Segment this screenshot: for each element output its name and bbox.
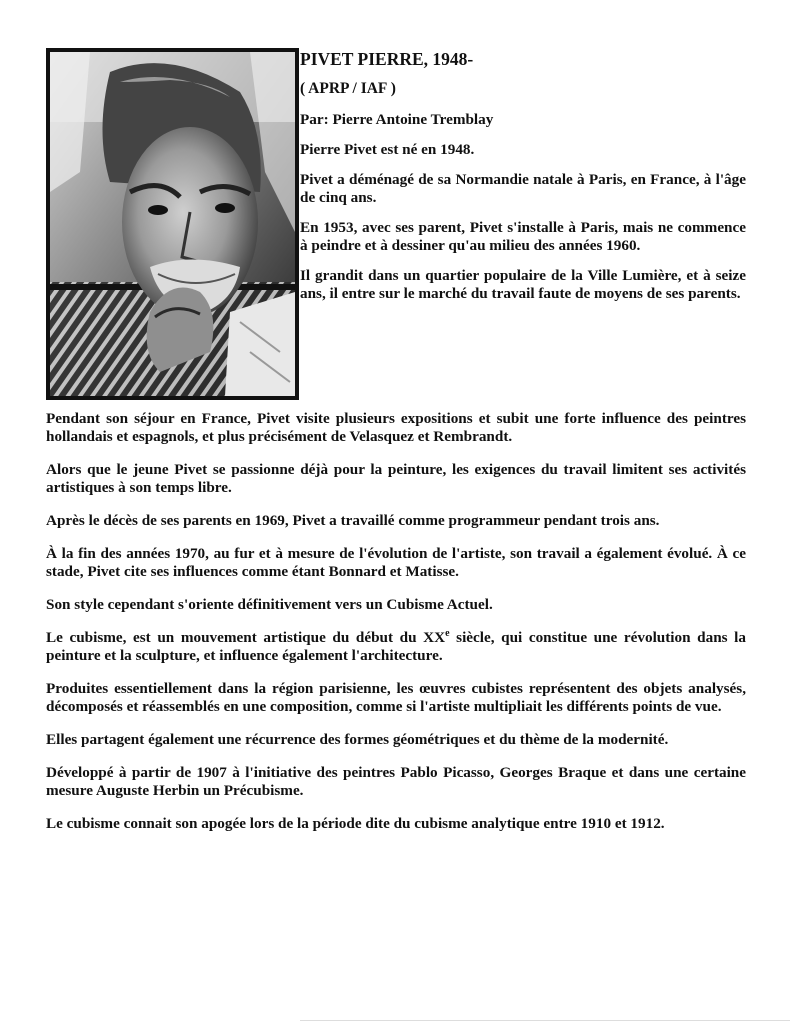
body-paragraph: Son style cependant s'oriente définitivement vers un Cubisme Actuel. bbox=[46, 596, 493, 613]
artist-portrait-photo bbox=[46, 48, 299, 400]
body-paragraph: Le cubisme connait son apogée lors de la période dite du cubisme analytique entre 1910 et 1912. bbox=[46, 815, 665, 832]
intro-paragraph: En 1953, avec ses parent, Pivet s'installe à Paris, mais ne commence à peindre et à dessiner qu'au milieu des années 1960. bbox=[300, 219, 746, 254]
cubism-text-after: siècle, qui constitue une révolution dans la peinture et la sculpture, et influence également l'architecture. bbox=[46, 629, 746, 664]
body-paragraph: Alors que le jeune Pivet se passionne déjà pour la peinture, les exigences du travail limitent ses activités artistiques à son temps libre. bbox=[46, 461, 746, 496]
artist-name-heading: PIVET PIERRE, 1948- bbox=[300, 49, 474, 69]
header-section bbox=[46, 48, 746, 398]
body-paragraph: Pendant son séjour en France, Pivet visite plusieurs expositions et subit une forte influence des peintres hollandais et espagnols, et plus précisément de Velasquez et Rembrandt. bbox=[46, 410, 746, 445]
biography-body bbox=[46, 410, 746, 848]
author-line: Par: Pierre Antoine Tremblay bbox=[300, 111, 494, 128]
intro-block bbox=[300, 48, 746, 315]
body-paragraph: Produites essentiellement dans la région parisienne, les œuvres cubistes représentent des objets analysés, décomposés et réassemblés en une composition, comme si l'artiste multipliait les différents points de vue. bbox=[46, 680, 746, 715]
organization-line: ( APRP / IAF ) bbox=[300, 80, 396, 97]
cubism-text-before: Le cubisme, est un mouvement artistique du début du XX bbox=[46, 629, 446, 646]
body-paragraph: Développé à partir de 1907 à l'initiative des peintres Pablo Picasso, Georges Braque et dans une certaine mesure Auguste Herbin un Précubisme. bbox=[46, 764, 746, 799]
body-paragraph: Elles partagent également une récurrence des formes géométriques et du thème de la modernité. bbox=[46, 731, 669, 748]
century-superscript: e bbox=[445, 627, 450, 639]
body-paragraph: Après le décès de ses parents en 1969, Pivet a travaillé comme programmeur pendant trois ans. bbox=[46, 512, 660, 529]
scan-edge-line bbox=[300, 1020, 790, 1021]
document-page bbox=[46, 48, 746, 832]
cubism-paragraph bbox=[46, 629, 746, 665]
portrait-image bbox=[50, 52, 295, 396]
body-paragraph: À la fin des années 1970, au fur et à mesure de l'évolution de l'artiste, son travail a également évolué. À ce stade, Pivet cite ses influences comme étant Bonnard et Matisse. bbox=[46, 545, 746, 580]
intro-paragraph: Il grandit dans un quartier populaire de la Ville Lumière, et à seize ans, il entre sur le marché du travail faute de moyens de ses parents. bbox=[300, 267, 746, 302]
intro-paragraph: Pierre Pivet est né en 1948. bbox=[300, 141, 475, 158]
intro-paragraph: Pivet a déménagé de sa Normandie natale à Paris, en France, à l'âge de cinq ans. bbox=[300, 171, 746, 206]
